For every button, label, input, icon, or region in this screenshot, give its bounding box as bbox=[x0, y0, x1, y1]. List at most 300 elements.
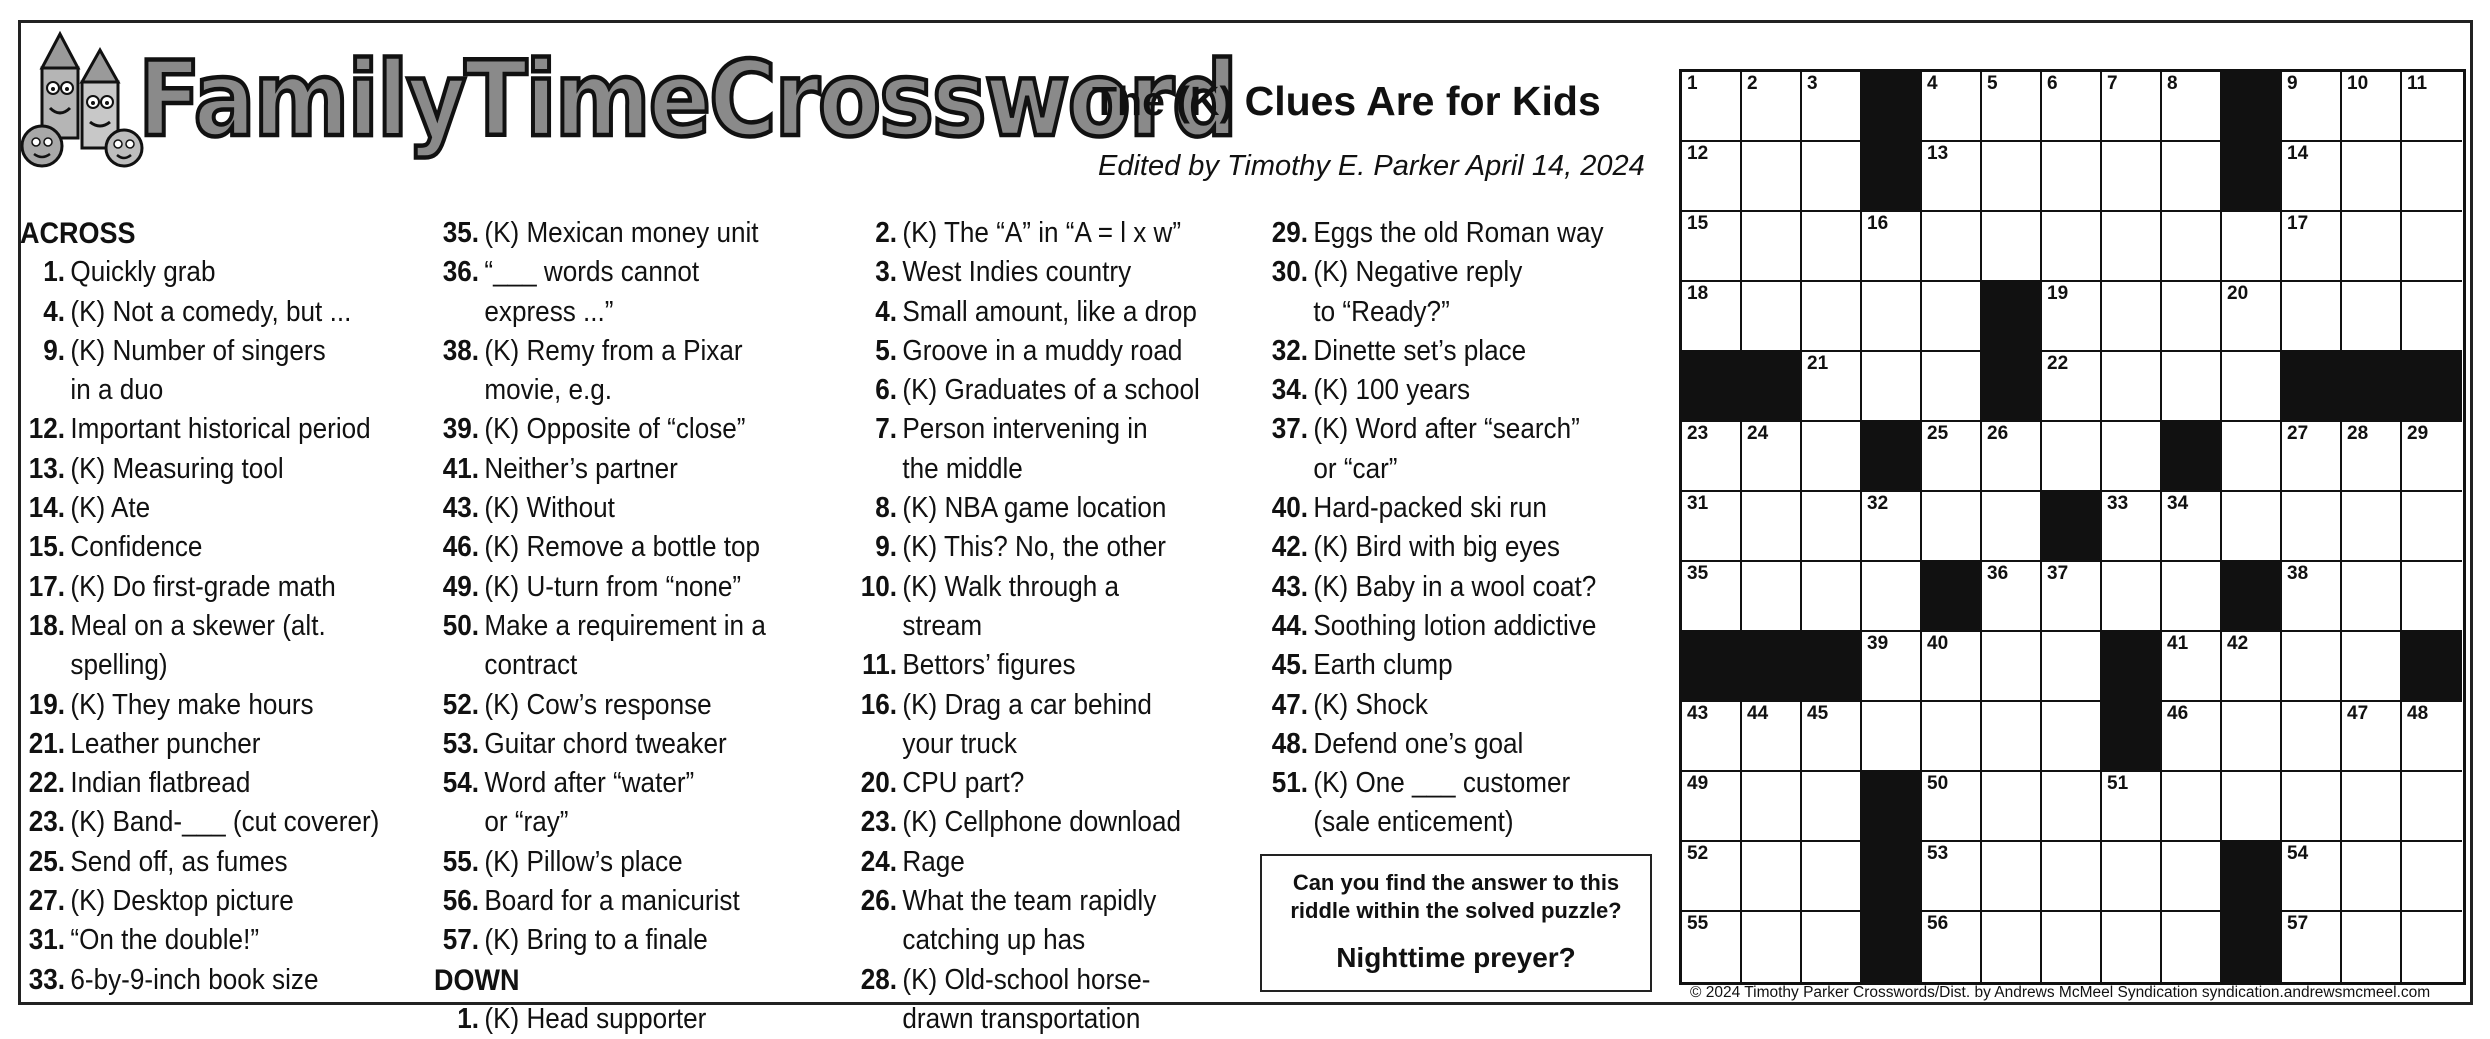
grid-black-square bbox=[1982, 352, 2042, 422]
down-clue bbox=[852, 214, 1200, 253]
grid-cell[interactable] bbox=[2282, 492, 2342, 562]
grid-cell[interactable] bbox=[2162, 562, 2222, 632]
grid-cell[interactable] bbox=[1802, 212, 1862, 282]
grid-cell[interactable] bbox=[1742, 562, 1802, 632]
clue-number: 23. bbox=[28, 806, 65, 839]
grid-cell[interactable] bbox=[1982, 422, 2042, 492]
clue-number: 43. bbox=[1271, 570, 1308, 603]
clue-number: 25. bbox=[28, 845, 65, 878]
clue-number: 7. bbox=[875, 413, 897, 446]
across-clue bbox=[20, 293, 379, 332]
clue-text: Eggs the old Roman way bbox=[1313, 217, 1604, 249]
grid-cell[interactable] bbox=[2042, 912, 2102, 982]
clue-text: (K) 100 years bbox=[1313, 374, 1471, 407]
grid-cell[interactable] bbox=[2402, 562, 2462, 632]
grid-cell[interactable] bbox=[2102, 562, 2162, 632]
clue-number: 54. bbox=[442, 767, 479, 800]
grid-cell[interactable] bbox=[1862, 352, 1922, 422]
cell-number: 9 bbox=[2287, 73, 2298, 94]
grid-cell[interactable] bbox=[1982, 142, 2042, 212]
clue-text: (K) Opposite of “close” bbox=[484, 413, 746, 446]
grid-cell[interactable] bbox=[1922, 492, 1982, 562]
clue-number: 55. bbox=[442, 845, 479, 878]
grid-cell[interactable] bbox=[2162, 352, 2222, 422]
grid-black-square bbox=[2402, 632, 2462, 702]
clue-column-4 bbox=[1263, 214, 1604, 843]
pencil-characters-icon bbox=[20, 28, 148, 178]
grid-cell[interactable] bbox=[2042, 632, 2102, 702]
grid-cell[interactable] bbox=[2102, 772, 2162, 842]
clue-number: 47. bbox=[1271, 688, 1308, 721]
cell-number: 37 bbox=[2047, 563, 2069, 584]
grid-cell[interactable] bbox=[2162, 492, 2222, 562]
grid-cell[interactable] bbox=[2282, 422, 2342, 492]
grid-cell[interactable] bbox=[2102, 72, 2162, 142]
clue-text: (K) One ___ customer (sale enticement) bbox=[1313, 767, 1571, 839]
grid-black-square bbox=[2342, 352, 2402, 422]
grid-cell[interactable] bbox=[1682, 212, 1742, 282]
cell-number: 38 bbox=[2287, 563, 2309, 584]
grid-cell[interactable] bbox=[2342, 72, 2402, 142]
across-clue bbox=[20, 803, 379, 842]
clue-number: 18. bbox=[28, 609, 65, 642]
clue-number: 48. bbox=[1271, 727, 1308, 760]
grid-black-square bbox=[1862, 842, 1922, 912]
grid-cell[interactable] bbox=[2282, 632, 2342, 702]
grid-cell[interactable] bbox=[2042, 72, 2102, 142]
grid-cell[interactable] bbox=[2282, 912, 2342, 982]
cell-number: 57 bbox=[2287, 913, 2309, 934]
grid-cell[interactable] bbox=[2162, 142, 2222, 212]
riddle-answer: Nighttime preyer? bbox=[1336, 942, 1576, 973]
grid-cell[interactable] bbox=[2342, 772, 2402, 842]
grid-cell[interactable] bbox=[2162, 912, 2222, 982]
across-clue bbox=[434, 607, 766, 686]
clue-number: 22. bbox=[28, 767, 65, 800]
clue-text: Person intervening in the middle bbox=[902, 413, 1148, 485]
grid-cell[interactable] bbox=[1802, 492, 1862, 562]
grid-cell[interactable] bbox=[1742, 772, 1802, 842]
clue-text: (K) Pillow’s place bbox=[484, 845, 683, 878]
clue-number: 1. bbox=[457, 1002, 479, 1035]
across-clue bbox=[434, 528, 766, 567]
clue-text: (K) They make hours bbox=[70, 688, 314, 721]
grid-cell[interactable] bbox=[2162, 772, 2222, 842]
down-clue bbox=[1263, 607, 1604, 646]
clue-text: West Indies country bbox=[902, 256, 1132, 289]
grid-cell[interactable] bbox=[1982, 492, 2042, 562]
down-clue bbox=[852, 961, 1200, 1039]
grid-cell[interactable] bbox=[2282, 212, 2342, 282]
grid-cell[interactable] bbox=[1922, 702, 1982, 772]
grid-cell[interactable] bbox=[1802, 562, 1862, 632]
down-clue bbox=[1263, 489, 1604, 528]
grid-cell[interactable] bbox=[1982, 772, 2042, 842]
cell-number: 10 bbox=[2347, 73, 2369, 94]
across-clue bbox=[434, 764, 766, 843]
grid-cell[interactable] bbox=[2342, 912, 2402, 982]
grid-cell[interactable] bbox=[1802, 282, 1862, 352]
cell-number: 26 bbox=[1987, 423, 2009, 444]
grid-cell[interactable] bbox=[1982, 72, 2042, 142]
grid-cell[interactable] bbox=[1802, 142, 1862, 212]
down-clue bbox=[852, 410, 1200, 489]
grid-black-square bbox=[2222, 842, 2282, 912]
clue-number: 8. bbox=[875, 492, 897, 525]
grid-cell[interactable] bbox=[2042, 142, 2102, 212]
grid-cell[interactable] bbox=[1802, 702, 1862, 772]
cell-number: 20 bbox=[2227, 283, 2249, 304]
grid-cell[interactable] bbox=[2162, 72, 2222, 142]
clue-number: 32. bbox=[1271, 334, 1308, 367]
grid-cell[interactable] bbox=[1862, 492, 1922, 562]
across-clue bbox=[434, 843, 766, 882]
logo-title: FamilyTimeCrossword bbox=[138, 40, 1237, 160]
cell-number: 6 bbox=[2047, 73, 2058, 94]
down-clue bbox=[852, 843, 1200, 882]
down-clue bbox=[852, 764, 1200, 803]
clue-text: (K) Old-school horse- drawn transportation bbox=[902, 963, 1151, 1035]
grid-cell[interactable] bbox=[1802, 422, 1862, 492]
across-clue bbox=[434, 214, 766, 253]
clue-text: (K) Walk through a stream bbox=[902, 570, 1120, 642]
across-clue bbox=[434, 882, 766, 921]
across-clue bbox=[434, 725, 766, 764]
grid-cell[interactable] bbox=[2102, 912, 2162, 982]
clue-number: 31. bbox=[28, 924, 65, 957]
down-clue bbox=[1263, 725, 1604, 764]
down-clue bbox=[1263, 528, 1604, 567]
grid-cell[interactable] bbox=[1682, 492, 1742, 562]
grid-black-square bbox=[1742, 632, 1802, 702]
grid-cell[interactable] bbox=[2042, 772, 2102, 842]
grid-cell[interactable] bbox=[1922, 72, 1982, 142]
clue-text: CPU part? bbox=[902, 767, 1025, 800]
cell-number: 8 bbox=[2167, 73, 2178, 94]
clue-number: 10. bbox=[860, 570, 897, 603]
clue-number: 28. bbox=[860, 963, 897, 996]
clue-text: Earth clump bbox=[1313, 649, 1453, 682]
grid-cell[interactable] bbox=[1742, 282, 1802, 352]
down-clue bbox=[1263, 253, 1604, 332]
grid-black-square bbox=[1862, 422, 1922, 492]
grid-cell[interactable] bbox=[2222, 632, 2282, 702]
grid-cell[interactable] bbox=[1802, 772, 1862, 842]
clue-text: Dinette set’s place bbox=[1313, 334, 1527, 367]
clue-text: (K) Measuring tool bbox=[70, 452, 284, 485]
clue-text: (K) This? No, the other bbox=[902, 531, 1166, 564]
grid-cell[interactable] bbox=[2042, 562, 2102, 632]
clue-text: (K) Desktop picture bbox=[70, 885, 294, 918]
cell-number: 56 bbox=[1927, 913, 1949, 934]
grid-black-square bbox=[2282, 352, 2342, 422]
grid-cell[interactable] bbox=[1742, 492, 1802, 562]
grid-cell[interactable] bbox=[2342, 422, 2402, 492]
grid-cell[interactable] bbox=[2162, 702, 2222, 772]
clue-number: 46. bbox=[442, 531, 479, 564]
cell-number: 35 bbox=[1687, 563, 1709, 584]
grid-cell[interactable] bbox=[2342, 562, 2402, 632]
grid-cell[interactable] bbox=[1922, 422, 1982, 492]
clue-text: (K) Drag a car behind your truck bbox=[902, 688, 1152, 760]
grid-cell[interactable] bbox=[1802, 912, 1862, 982]
clue-text: Defend one’s goal bbox=[1313, 727, 1524, 760]
grid-cell[interactable] bbox=[1862, 562, 1922, 632]
cell-number: 18 bbox=[1687, 283, 1709, 304]
grid-cell[interactable] bbox=[1682, 702, 1742, 772]
clue-number: 21. bbox=[28, 727, 65, 760]
grid-black-square bbox=[2042, 492, 2102, 562]
cell-number: 11 bbox=[2407, 73, 2428, 94]
clue-number: 33. bbox=[28, 963, 65, 996]
grid-cell[interactable] bbox=[1982, 912, 2042, 982]
grid-cell[interactable] bbox=[1862, 212, 1922, 282]
across-clue bbox=[434, 921, 766, 960]
cell-number: 31 bbox=[1687, 493, 1709, 514]
clue-text: (K) Bring to a finale bbox=[484, 924, 708, 957]
clue-number: 38. bbox=[442, 334, 479, 367]
grid-cell[interactable] bbox=[2282, 72, 2342, 142]
grid-cell[interactable] bbox=[1922, 632, 1982, 702]
grid-cell[interactable] bbox=[1922, 842, 1982, 912]
grid-cell[interactable] bbox=[1682, 142, 1742, 212]
grid-cell[interactable] bbox=[2402, 912, 2462, 982]
grid-cell[interactable] bbox=[1922, 772, 1982, 842]
cell-number: 4 bbox=[1927, 73, 1938, 94]
cell-number: 29 bbox=[2407, 423, 2429, 444]
grid-cell[interactable] bbox=[2222, 702, 2282, 772]
clue-number: 23. bbox=[860, 806, 897, 839]
grid-cell[interactable] bbox=[2342, 282, 2402, 352]
grid-cell[interactable] bbox=[1742, 422, 1802, 492]
down-clue bbox=[852, 803, 1200, 842]
clue-text: Small amount, like a drop bbox=[902, 295, 1197, 328]
clue-number: 49. bbox=[442, 570, 479, 603]
grid-cell[interactable] bbox=[2162, 212, 2222, 282]
grid-cell[interactable] bbox=[1922, 352, 1982, 422]
grid-cell[interactable] bbox=[2342, 142, 2402, 212]
grid-cell[interactable] bbox=[2162, 842, 2222, 912]
cell-number: 17 bbox=[2287, 213, 2309, 234]
cell-number: 14 bbox=[2287, 143, 2309, 164]
grid-cell[interactable] bbox=[2342, 702, 2402, 772]
clue-number: 3. bbox=[875, 256, 897, 289]
cell-number: 45 bbox=[1807, 703, 1829, 724]
grid-cell[interactable] bbox=[2102, 282, 2162, 352]
grid-black-square bbox=[2162, 422, 2222, 492]
grid-cell[interactable] bbox=[2402, 772, 2462, 842]
clue-number: 27. bbox=[28, 885, 65, 918]
clue-number: 13. bbox=[28, 452, 65, 485]
clue-number: 5. bbox=[875, 334, 897, 367]
page-subtitle: The (K) Clues Are for Kids bbox=[1092, 78, 1601, 124]
clue-text: (K) Without bbox=[484, 492, 615, 525]
clue-number: 9. bbox=[875, 531, 897, 564]
grid-cell[interactable] bbox=[1682, 562, 1742, 632]
grid-cell[interactable] bbox=[2402, 72, 2462, 142]
cell-number: 12 bbox=[1687, 143, 1709, 164]
cell-number: 52 bbox=[1687, 843, 1709, 864]
grid-cell[interactable] bbox=[1682, 912, 1742, 982]
down-clue bbox=[852, 646, 1200, 685]
grid-cell[interactable] bbox=[1682, 422, 1742, 492]
clue-text: Bettors’ figures bbox=[902, 649, 1076, 682]
riddle-question: Can you find the answer to this riddle within the solved puzzle? bbox=[1290, 870, 1622, 923]
clue-text: Neither’s partner bbox=[484, 452, 678, 485]
cell-number: 19 bbox=[2047, 283, 2069, 304]
grid-cell[interactable] bbox=[1742, 702, 1802, 772]
grid-cell[interactable] bbox=[1742, 842, 1802, 912]
grid-cell[interactable] bbox=[2042, 352, 2102, 422]
down-clue bbox=[852, 253, 1200, 292]
clue-text: Meal on a skewer (alt. spelling) bbox=[70, 609, 326, 682]
grid-cell[interactable] bbox=[2342, 632, 2402, 702]
clue-text: Confidence bbox=[70, 531, 203, 564]
grid-cell[interactable] bbox=[1742, 912, 1802, 982]
clue-number: 24. bbox=[860, 845, 897, 878]
down-clue bbox=[1263, 332, 1604, 371]
grid-cell[interactable] bbox=[2162, 282, 2222, 352]
grid-cell[interactable] bbox=[1862, 702, 1922, 772]
grid-cell[interactable] bbox=[1742, 72, 1802, 142]
down-clue bbox=[1263, 568, 1604, 607]
grid-cell[interactable] bbox=[1862, 282, 1922, 352]
grid-cell[interactable] bbox=[1682, 282, 1742, 352]
grid-black-square bbox=[2222, 72, 2282, 142]
grid-cell[interactable] bbox=[2222, 772, 2282, 842]
grid-cell[interactable] bbox=[1922, 912, 1982, 982]
grid-cell[interactable] bbox=[2222, 422, 2282, 492]
grid-cell[interactable] bbox=[2042, 212, 2102, 282]
grid-cell[interactable] bbox=[1922, 142, 1982, 212]
grid-cell[interactable] bbox=[1982, 212, 2042, 282]
grid-cell[interactable] bbox=[1982, 562, 2042, 632]
grid-cell[interactable] bbox=[2402, 282, 2462, 352]
grid-cell[interactable] bbox=[2282, 772, 2342, 842]
grid-cell[interactable] bbox=[1982, 632, 2042, 702]
clue-text: (K) Shock bbox=[1313, 688, 1428, 721]
clue-number: 6. bbox=[875, 374, 897, 407]
grid-cell[interactable] bbox=[1802, 352, 1862, 422]
clue-number: 53. bbox=[442, 727, 479, 760]
grid-cell[interactable] bbox=[1922, 282, 1982, 352]
grid-cell[interactable] bbox=[2282, 702, 2342, 772]
across-clue bbox=[20, 253, 379, 292]
down-clue bbox=[852, 332, 1200, 371]
grid-cell[interactable] bbox=[2402, 492, 2462, 562]
grid-cell[interactable] bbox=[2102, 492, 2162, 562]
grid-cell[interactable] bbox=[2162, 632, 2222, 702]
grid-cell[interactable] bbox=[1742, 142, 1802, 212]
grid-cell[interactable] bbox=[2222, 492, 2282, 562]
grid-cell[interactable] bbox=[2342, 212, 2402, 282]
grid-cell[interactable] bbox=[2282, 142, 2342, 212]
grid-cell[interactable] bbox=[1682, 772, 1742, 842]
editor-byline: Edited by Timothy E. Parker April 14, 2024 bbox=[1098, 150, 1645, 182]
clue-text: (K) Band-___ (cut coverer) bbox=[70, 806, 380, 839]
across-clue bbox=[20, 410, 379, 449]
grid-cell[interactable] bbox=[1802, 842, 1862, 912]
cell-number: 7 bbox=[2107, 73, 2118, 94]
cell-number: 34 bbox=[2167, 493, 2189, 514]
grid-cell[interactable] bbox=[2222, 282, 2282, 352]
clue-number: 37. bbox=[1271, 413, 1308, 446]
down-clue bbox=[1263, 686, 1604, 725]
clue-text: Quickly grab bbox=[70, 256, 216, 289]
clue-number: 1. bbox=[43, 256, 65, 289]
grid-cell[interactable] bbox=[2402, 142, 2462, 212]
across-clue bbox=[434, 450, 766, 489]
down-clue bbox=[1263, 410, 1604, 489]
grid-cell[interactable] bbox=[2222, 352, 2282, 422]
grid-cell[interactable] bbox=[2102, 212, 2162, 282]
grid-cell[interactable] bbox=[2282, 842, 2342, 912]
clue-text: (K) The “A” in “A = l x w” bbox=[902, 217, 1182, 249]
grid-cell[interactable] bbox=[2282, 562, 2342, 632]
grid-black-square bbox=[1862, 772, 1922, 842]
grid-cell[interactable] bbox=[1682, 842, 1742, 912]
grid-cell[interactable] bbox=[2402, 212, 2462, 282]
clue-text: Guitar chord tweaker bbox=[484, 727, 727, 760]
clue-text: (K) U-turn from “none” bbox=[484, 570, 742, 603]
grid-cell[interactable] bbox=[2102, 352, 2162, 422]
grid-cell[interactable] bbox=[2222, 212, 2282, 282]
down-clue bbox=[1263, 646, 1604, 685]
clue-text: Important historical period bbox=[70, 413, 371, 446]
grid-cell[interactable] bbox=[1982, 702, 2042, 772]
clue-number: 4. bbox=[43, 295, 65, 328]
grid-cell[interactable] bbox=[2042, 842, 2102, 912]
across-clue bbox=[20, 921, 379, 960]
grid-cell[interactable] bbox=[1802, 72, 1862, 142]
clue-number: 39. bbox=[442, 413, 479, 446]
grid-cell[interactable] bbox=[2102, 422, 2162, 492]
grid-cell[interactable] bbox=[2042, 282, 2102, 352]
clue-text: (K) Ate bbox=[70, 492, 151, 525]
grid-cell[interactable] bbox=[2042, 422, 2102, 492]
down-clue bbox=[852, 686, 1200, 765]
clue-text: “___ words cannot express ...” bbox=[484, 256, 700, 328]
grid-cell[interactable] bbox=[1922, 212, 1982, 282]
grid-cell[interactable] bbox=[2042, 702, 2102, 772]
clue-text: (K) Mexican money unit bbox=[484, 217, 759, 249]
grid-cell[interactable] bbox=[2342, 492, 2402, 562]
grid-cell[interactable] bbox=[2402, 702, 2462, 772]
cell-number: 15 bbox=[1687, 213, 1709, 234]
grid-cell[interactable] bbox=[2102, 142, 2162, 212]
across-heading: ACROSS bbox=[20, 217, 136, 250]
grid-cell[interactable] bbox=[2402, 842, 2462, 912]
grid-cell[interactable] bbox=[2342, 842, 2402, 912]
down-clue bbox=[434, 1000, 766, 1039]
grid-cell[interactable] bbox=[1742, 212, 1802, 282]
clue-text: (K) Baby in a wool coat? bbox=[1313, 570, 1597, 603]
grid-cell[interactable] bbox=[2282, 282, 2342, 352]
clue-text: (K) Remy from a Pixar movie, e.g. bbox=[484, 334, 743, 407]
grid-cell[interactable] bbox=[1682, 72, 1742, 142]
grid-cell[interactable] bbox=[2402, 422, 2462, 492]
clue-text: (K) Cellphone download bbox=[902, 806, 1181, 839]
down-clue bbox=[852, 528, 1200, 567]
grid-cell[interactable] bbox=[1982, 842, 2042, 912]
clue-text: 6-by-9-inch book size bbox=[70, 963, 319, 996]
clue-number: 44. bbox=[1271, 609, 1308, 642]
grid-cell[interactable] bbox=[2102, 842, 2162, 912]
grid-cell[interactable] bbox=[1862, 632, 1922, 702]
clue-text: What the team rapidly catching up has bbox=[902, 885, 1157, 957]
across-clue bbox=[20, 489, 379, 528]
cell-number: 47 bbox=[2347, 703, 2369, 724]
